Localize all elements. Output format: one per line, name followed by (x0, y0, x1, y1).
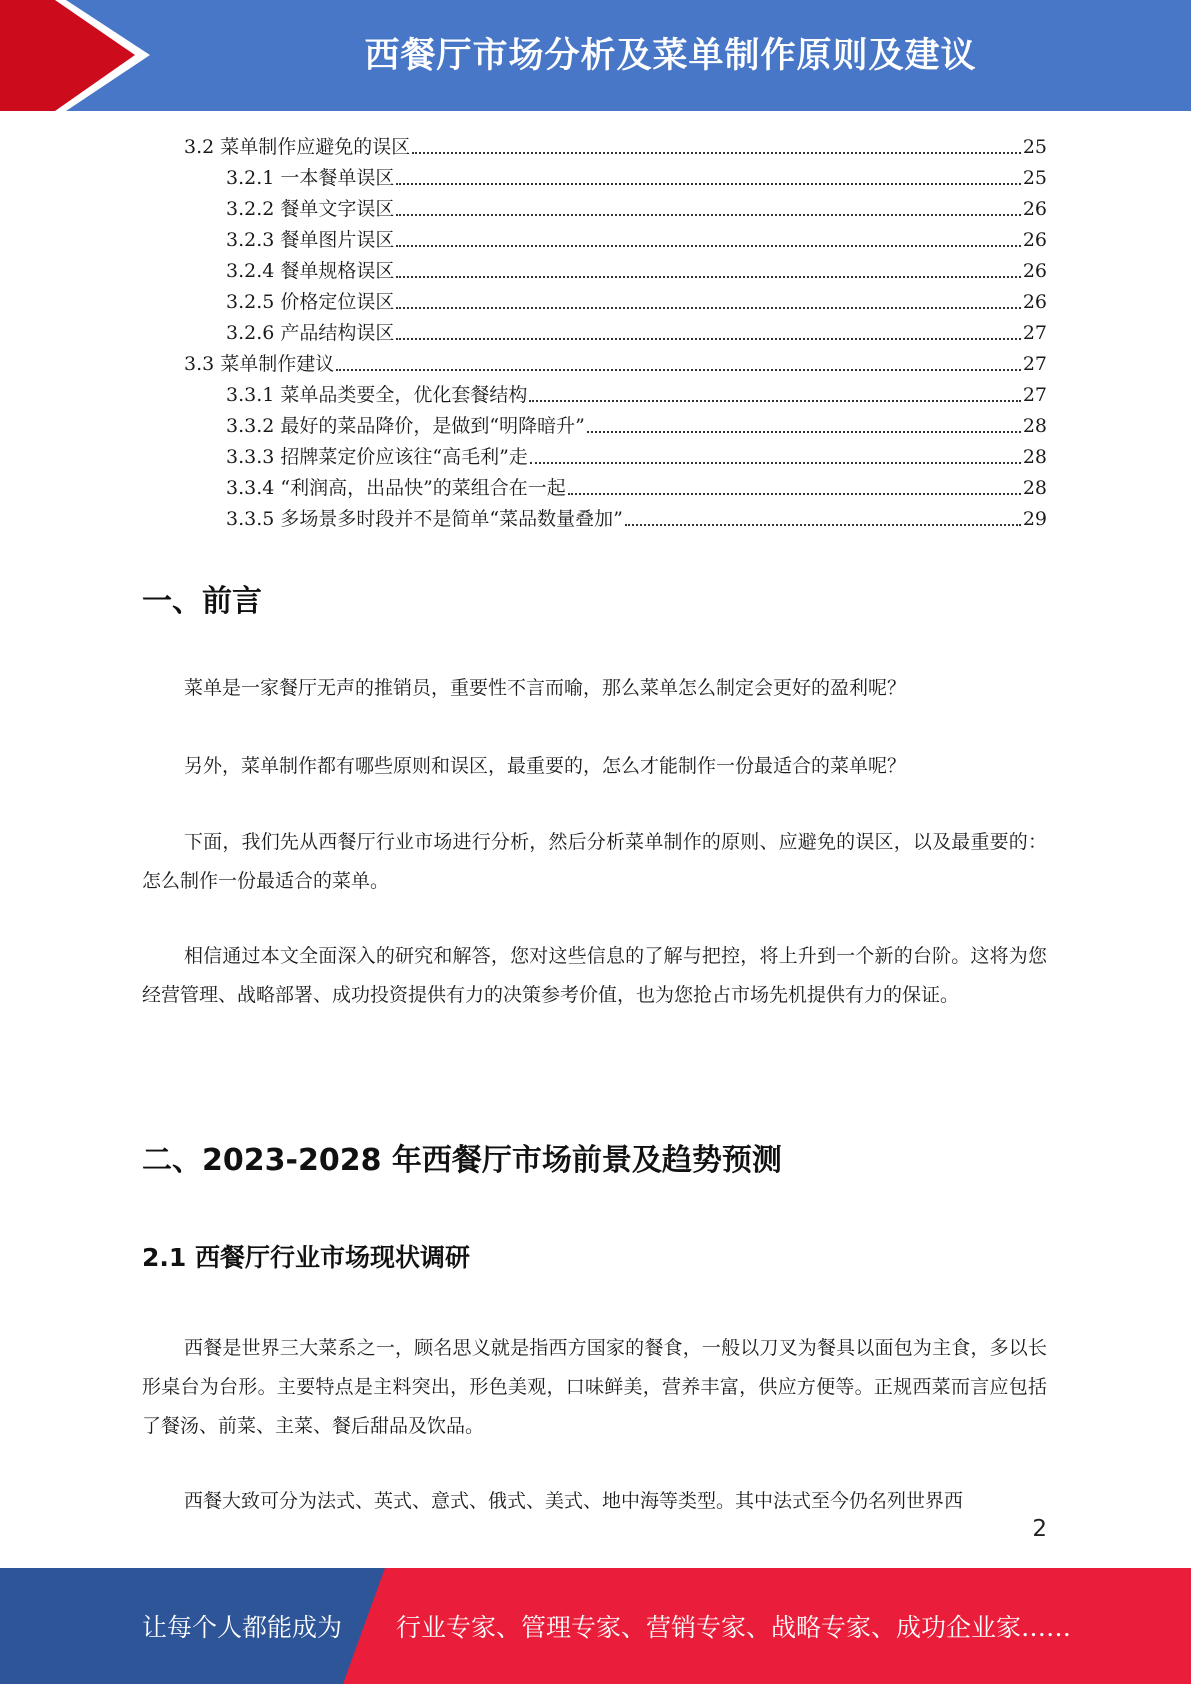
toc-leader (412, 152, 1021, 154)
section-heading-preface: 一、前言 (142, 584, 262, 619)
toc-leader (625, 524, 1021, 526)
toc-entry-page: 25 (1022, 167, 1047, 189)
toc-entry-label: 3.2.3 餐单图片误区 (226, 229, 395, 251)
toc-entry-label: 3.2.2 餐单文字误区 (226, 198, 395, 220)
header-arrow-icon (0, 0, 160, 111)
toc-entry-label: 3.3.5 多场景多时段并不是简单“菜品数量叠加” (226, 508, 623, 530)
page-footer (0, 1568, 1191, 1684)
toc-entry[interactable] (226, 284, 1047, 315)
toc-entry-label: 3.3.2 最好的菜品降价，是做到“明降暗升” (226, 415, 585, 437)
toc-entry-label: 3.3 菜单制作建议 (184, 353, 335, 375)
toc-entry-label: 3.2 菜单制作应避免的误区 (184, 136, 411, 158)
toc-entry-page: 26 (1022, 229, 1047, 251)
toc-entry[interactable] (226, 222, 1047, 253)
body-paragraph: 下面，我们先从西餐厅行业市场进行分析，然后分析菜单制作的原则、应避免的误区，以及最重要的：怎么制作一份最适合的菜单。 (142, 831, 1047, 892)
toc-entry-page: 28 (1022, 477, 1047, 499)
body-paragraph: 菜单是一家餐厅无声的推销员，重要性不言而喻，那么菜单怎么制定会更好的盈利呢？ (184, 677, 907, 699)
toc-entry-page: 26 (1022, 198, 1047, 220)
toc-entry[interactable] (226, 160, 1047, 191)
toc-leader (396, 183, 1020, 185)
toc-entry-label: 3.2.5 价格定位误区 (226, 291, 395, 313)
page-header (0, 0, 1191, 111)
toc-entry-page: 27 (1022, 384, 1047, 406)
toc-leader (396, 338, 1020, 340)
toc-entry[interactable] (226, 377, 1047, 408)
toc-leader (529, 400, 1020, 402)
toc-entry-page: 27 (1022, 322, 1047, 344)
toc-entry-label: 3.3.4 “利润高，出品快”的菜组合在一起 (226, 477, 566, 499)
toc-leader (568, 493, 1021, 495)
document-title: 西餐厅市场分析及菜单制作原则及建议 (364, 36, 977, 76)
toc-entry[interactable] (226, 191, 1047, 222)
toc-entry[interactable] (226, 253, 1047, 284)
toc-entry-page: 26 (1022, 291, 1047, 313)
body-paragraph: 另外，菜单制作都有哪些原则和误区，最重要的，怎么才能制作一份最适合的菜单呢？ (184, 755, 907, 777)
section-heading-forecast: 二、2023-2028 年西餐厅市场前景及趋势预测 (142, 1143, 782, 1178)
toc-leader (530, 462, 1021, 464)
toc-entry-page: 25 (1022, 136, 1047, 158)
body-paragraph: 西餐是世界三大菜系之一，顾名思义就是指西方国家的餐食，一般以刀叉为餐具以面包为主食，多以长形桌台为台形。主要特点是主料突出，形色美观，口味鲜美，营养丰富，供应方便等。正规西菜而言应包括了餐汤、前菜、主菜、餐后甜品及饮品。 (142, 1337, 1047, 1437)
toc-entry-label: 3.3.1 菜单品类要全，优化套餐结构 (226, 384, 528, 406)
page-number: 2 (1032, 1516, 1047, 1542)
toc-entry[interactable] (226, 501, 1047, 532)
toc-entry-label: 3.3.3 招牌菜定价应该往“高毛利”走 (226, 446, 528, 468)
toc-entry-label: 3.2.6 产品结构误区 (226, 322, 395, 344)
toc-entry-page: 28 (1022, 446, 1047, 468)
toc-entry-label: 3.2.4 餐单规格误区 (226, 260, 395, 282)
toc-entry[interactable] (226, 315, 1047, 346)
toc-entry-page: 28 (1022, 415, 1047, 437)
toc-entry-label: 3.2.1 一本餐单误区 (226, 167, 395, 189)
body-paragraph: 相信通过本文全面深入的研究和解答，您对这些信息的了解与把控，将上升到一个新的台阶。这将为您经营管理、战略部署、成功投资提供有力的决策参考价值，也为您抢占市场先机提供有力的保证。 (142, 945, 1047, 1006)
footer-slogan-left: 让每个人都能成为 (142, 1613, 343, 1642)
footer-slogan-right: 行业专家、管理专家、营销专家、战略专家、成功企业家…… (396, 1613, 1072, 1642)
toc-entry-page: 29 (1022, 508, 1047, 530)
subsection-heading: 2.1 西餐厅行业市场现状调研 (142, 1243, 470, 1272)
toc-entry-page: 26 (1022, 260, 1047, 282)
toc-leader (396, 245, 1020, 247)
body-paragraph: 西餐大致可分为法式、英式、意式、俄式、美式、地中海等类型。其中法式至今仍名列世界西 (184, 1490, 964, 1512)
toc-entry[interactable] (184, 346, 1047, 377)
toc-entry[interactable] (226, 439, 1047, 470)
toc-leader (336, 369, 1021, 371)
toc-leader (587, 431, 1021, 433)
toc-leader (396, 276, 1020, 278)
toc-entry[interactable] (226, 408, 1047, 439)
toc-leader (396, 214, 1020, 216)
toc-entry[interactable] (226, 470, 1047, 501)
toc-leader (396, 307, 1020, 309)
toc-entry[interactable] (184, 129, 1047, 160)
toc-entry-page: 27 (1022, 353, 1047, 375)
